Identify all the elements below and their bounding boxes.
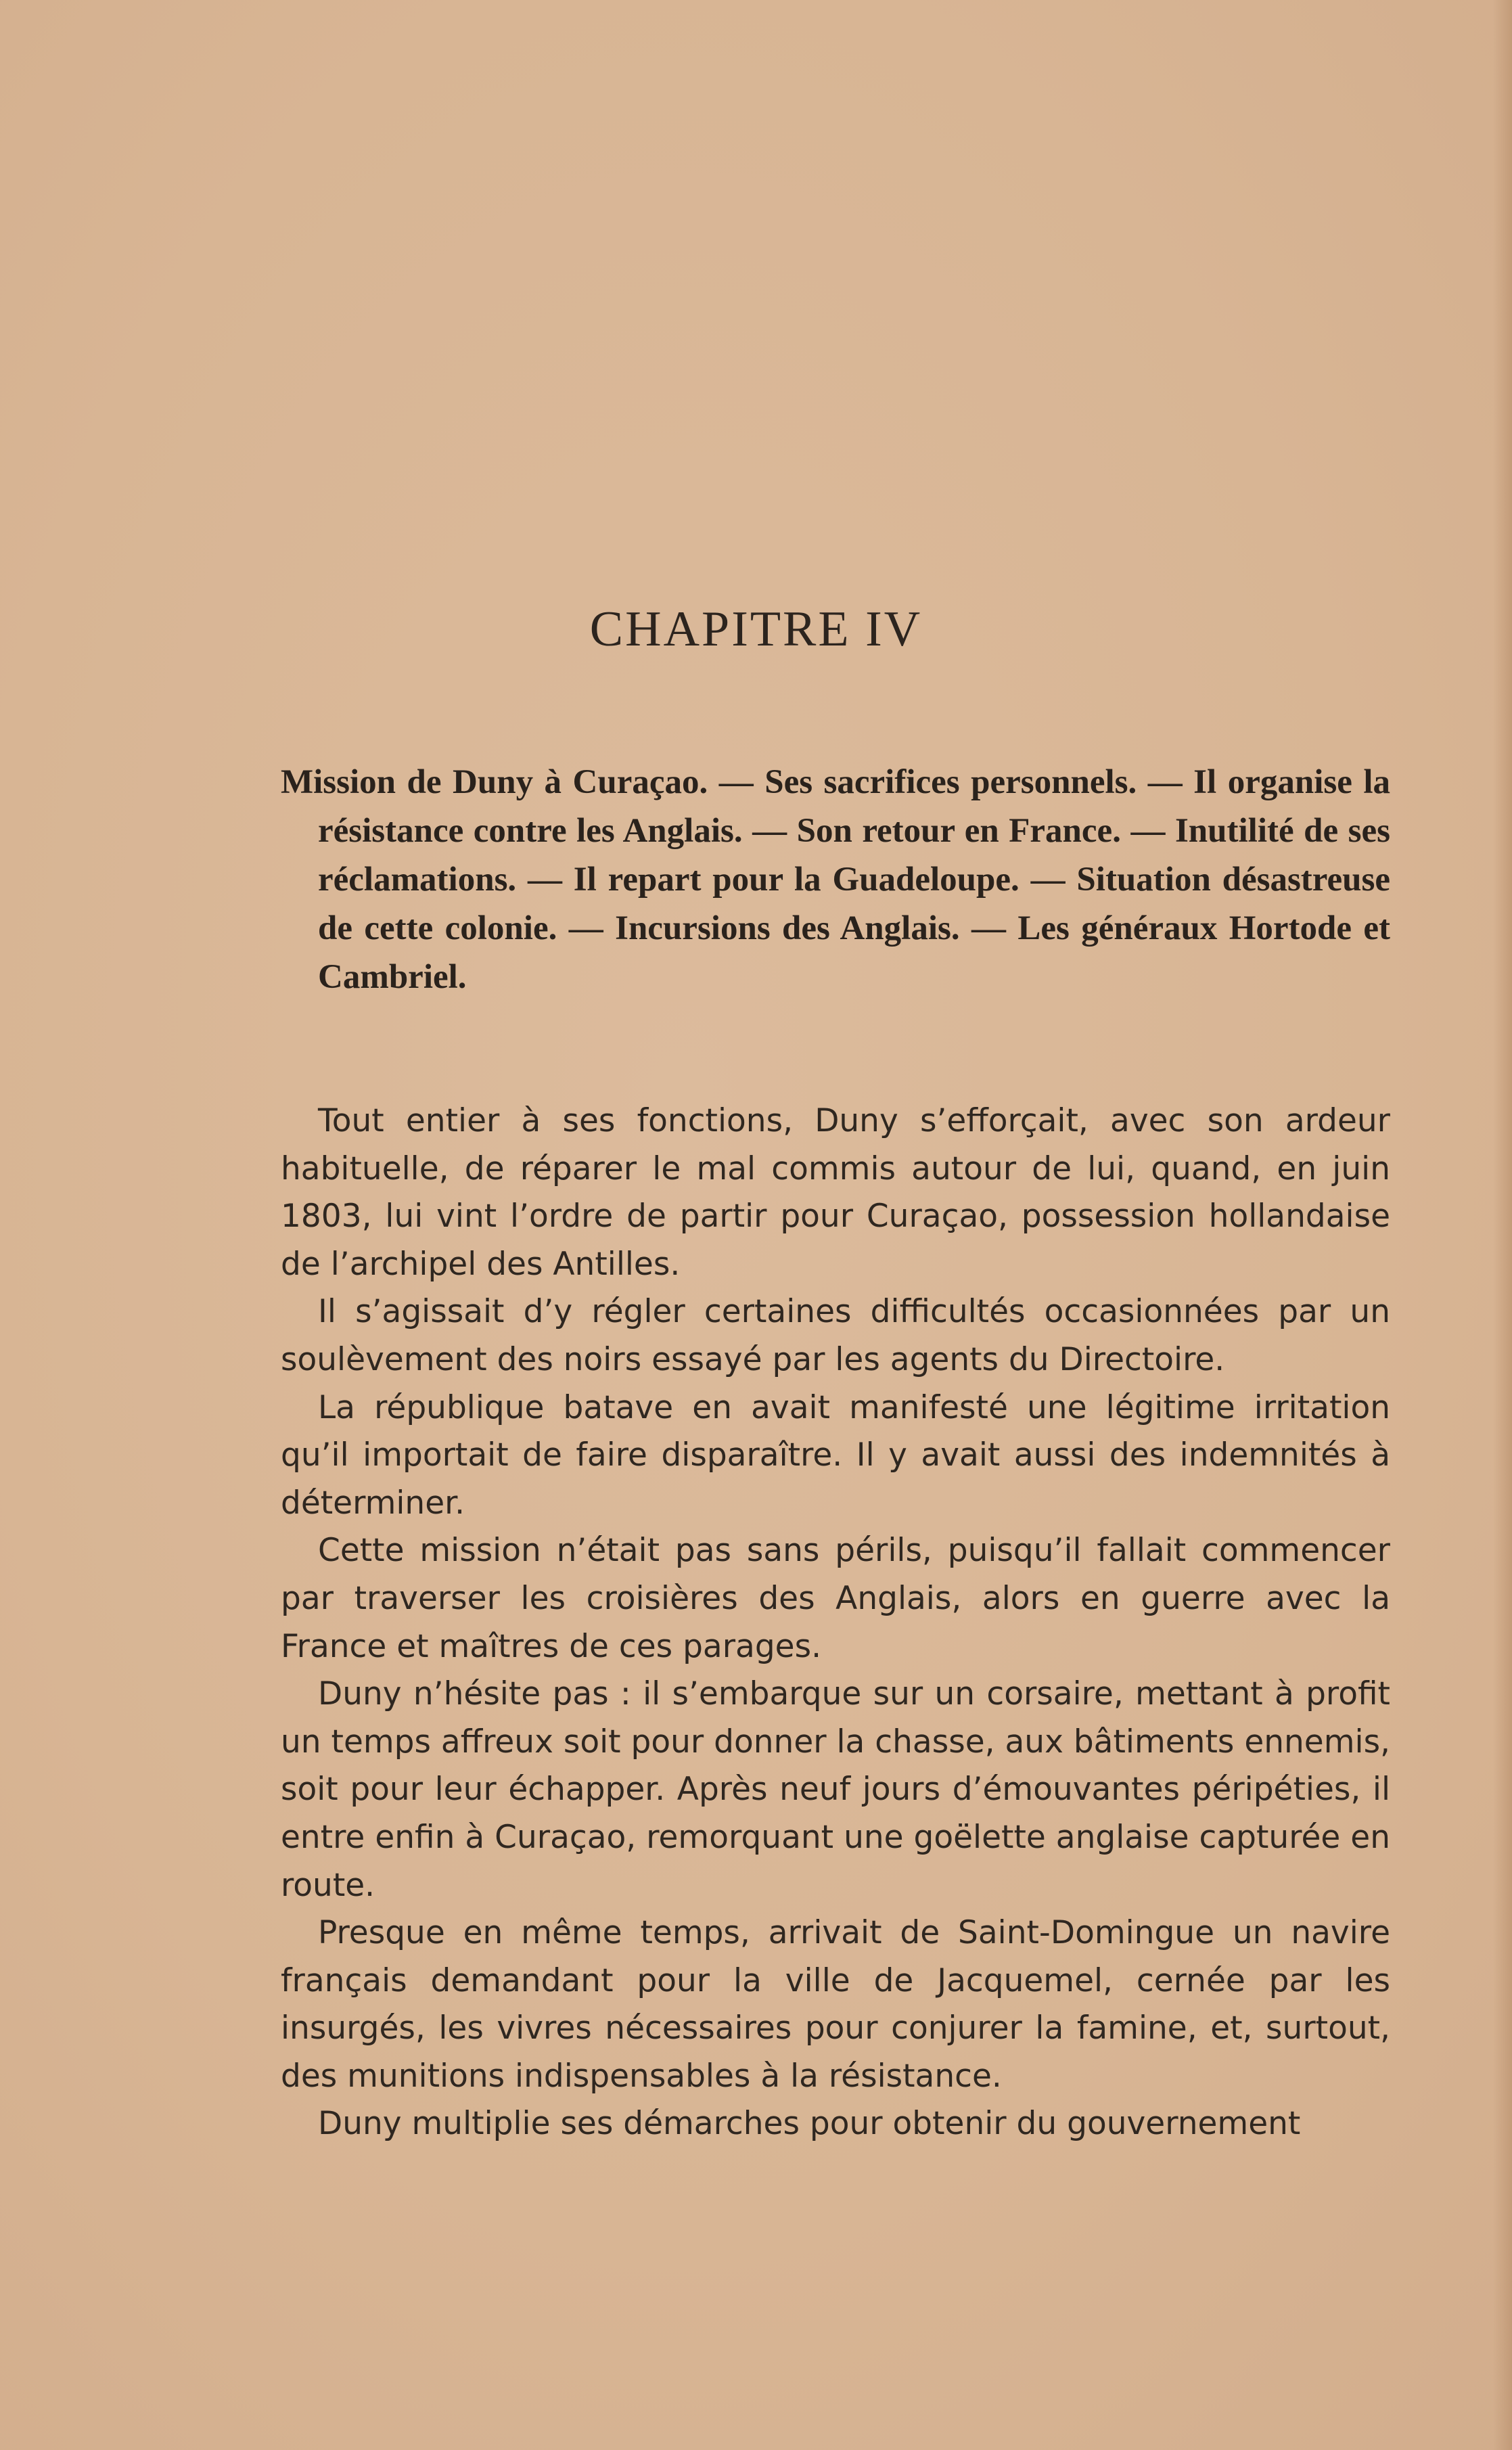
paragraph: Presque en même temps, arrivait de Saint-Domingue un navire français demandant pour la ville de Jacquemel, cernée par les insurgés, les vivres nécessaires pour conjurer la famine, et, surtout, des munitions indispensables à la résistance. [281, 1914, 1390, 2095]
paragraph: Tout entier à ses fonctions, Duny s’efforçait, avec son ardeur habituelle, de réparer le mal commis autour de lui, quand, en juin 1803, lui vint l’ordre de partir pour Curaçao, possession hollandaise de l’archipel des Antilles. [281, 1102, 1390, 1283]
paragraph: Il s’agissait d’y régler certaines difficultés occasionnées par un soulèvement des noirs essayé par les agents du Directoire. [281, 1293, 1390, 1378]
paragraph: Duny n’hésite pas : il s’embarque sur un corsaire, mettant à profit un temps affreux soit pour donner la chasse, aux bâtiments ennemis, soit pour leur échapper. Après neuf jours d’émouvantes péripéties, il entre enfin à Curaçao, remorquant une goëlette anglaise capturée en route. [281, 1675, 1390, 1904]
page-edge [1493, 0, 1512, 2450]
paragraph: Cette mission n’était pas sans périls, puisqu’il fallait commencer par traverser les croisières des Anglais, alors en guerre avec la France et maîtres de ces parages. [281, 1532, 1390, 1665]
paragraph: La république batave en avait manifesté une légitime irritation qu’il importait de faire disparaître. Il y avait aussi des indemnités à déterminer. [281, 1388, 1390, 1522]
paragraph: Duny multiplie ses démarches pour obtenir du gouvernement [318, 2105, 1301, 2143]
chapter-title: CHAPITRE IV [589, 602, 923, 657]
body-text [281, 1097, 1390, 2148]
chapter-summary: Mission de Duny à Curaçao. — Ses sacrifices personnels. — Il organise la résistance contre les Anglais. — Son retour en France. — Inutilité de ses réclamations. — Il repart pour la Guadeloupe. — Situation désastreuse de cette colonie. — Incursions des Anglais. — Les généraux Hortode et Cambriel. [281, 763, 1390, 996]
